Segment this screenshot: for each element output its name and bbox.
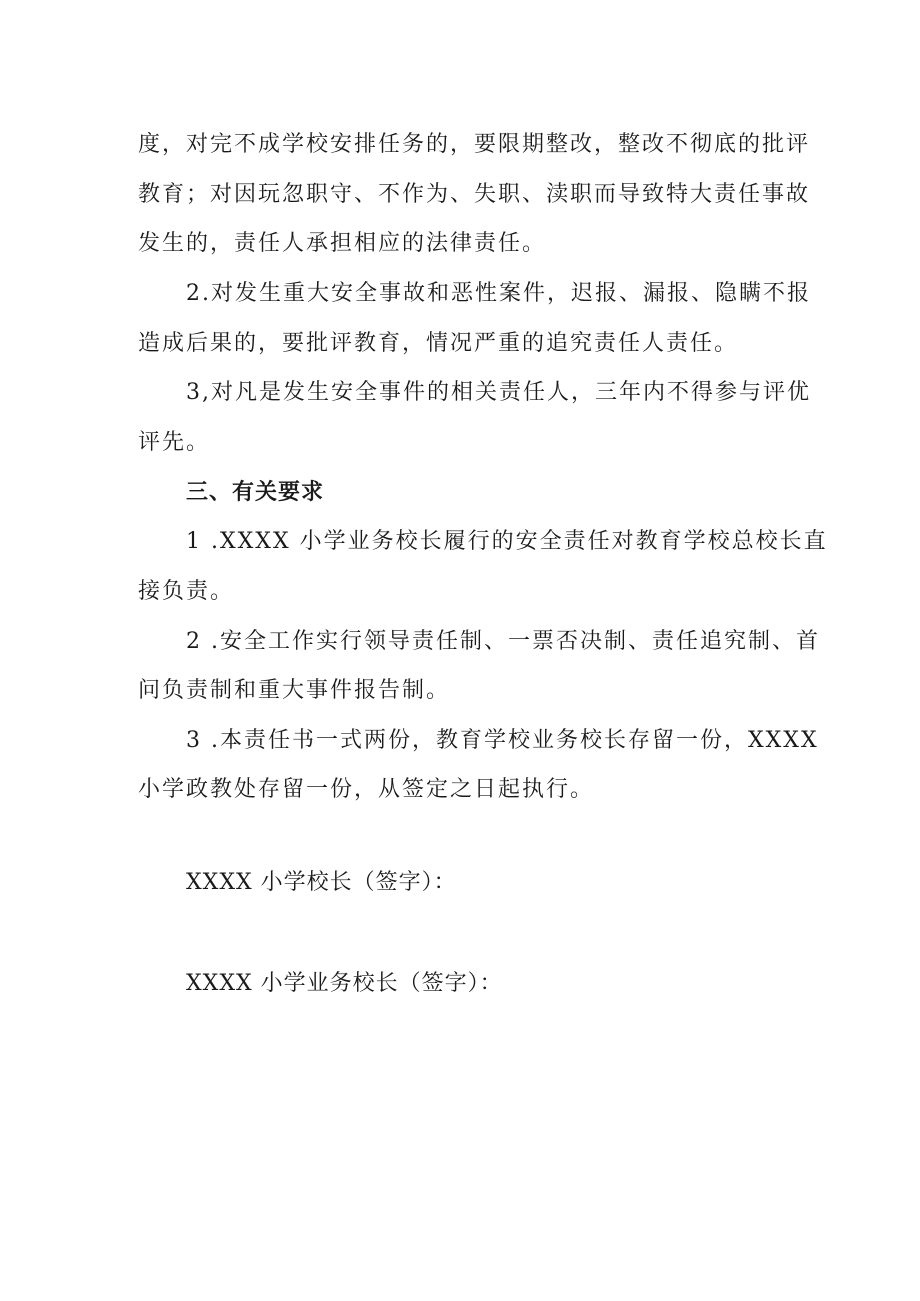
requirement-line: 小学政教处存留一份，从签定之日起执行。 (138, 777, 595, 802)
requirement-line: 3 .本责任书一式两份，教育学校业务校长存留一份，XXXX (186, 728, 819, 753)
requirement-line: 2 .安全工作实行领导责任制、一票否决制、责任追究制、首 (186, 629, 820, 654)
paragraph-line: 2.对发生重大安全事故和恶性案件，迟报、漏报、隐瞒不报 (186, 281, 811, 306)
paragraph-line: 3,对凡是发生安全事件的相关责任人，三年内不得参与评优 (186, 380, 811, 405)
requirement-line: 问负责制和重大事件报告制。 (138, 678, 451, 703)
requirement-line: 接负责。 (138, 579, 235, 604)
paragraph-line: 造成后果的，要批评教育，情况严重的追究责任人责任。 (138, 331, 739, 356)
principal-signature-label: XXXX 小学校长（签字）： (186, 870, 457, 895)
section-heading: 三、有关要求 (186, 480, 325, 505)
requirement-line: 1 .XXXX 小学业务校长履行的安全责任对教育学校总校长直 (186, 529, 828, 554)
vice-principal-signature-label: XXXX 小学业务校长（签字）： (186, 971, 503, 996)
paragraph-line: 教育；对因玩忽职守、不作为、失职、渎职而导致特大责任事故 (138, 182, 811, 207)
paragraph-line: 度，对完不成学校安排任务的，要限期整改，整改不彻底的批评 (138, 132, 811, 157)
paragraph-line: 发生的，责任人承担相应的法律责任。 (138, 231, 547, 256)
paragraph-line: 评先。 (138, 430, 211, 455)
